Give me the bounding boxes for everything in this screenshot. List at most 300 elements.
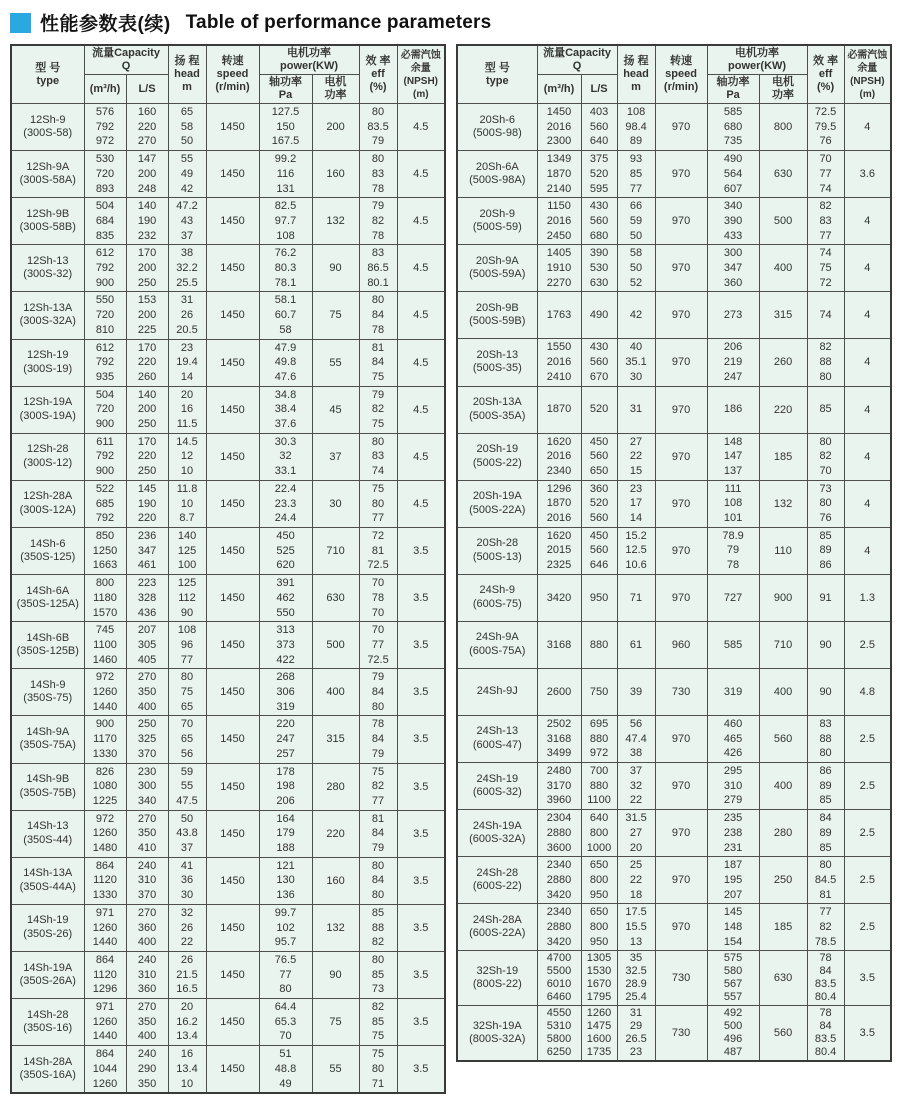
- shaft-power-cell: 164 179 188: [259, 810, 312, 857]
- capacity-ls-cell: 695 880 972: [581, 715, 617, 762]
- capacity-m3h-cell: 1550 2016 2410: [537, 339, 581, 386]
- npsh-cell: 4: [844, 339, 891, 386]
- capacity-m3h-cell: 1450 2016 2300: [537, 104, 581, 151]
- npsh-cell: 3.5: [397, 951, 445, 998]
- head-cell: 59 55 47.5: [168, 763, 206, 810]
- pump-type-name: 14Sh-6B: [26, 631, 70, 644]
- pump-type-code: (600S-22A): [469, 927, 526, 940]
- npsh-cell: 3.5: [844, 951, 891, 1006]
- motor-power-cell: 560: [759, 1006, 807, 1062]
- shaft-power-cell: 111 108 101: [707, 480, 759, 527]
- motor-power-cell: 280: [759, 810, 807, 857]
- col-header-motor-power: 电机 功率: [759, 75, 807, 104]
- capacity-ls-cell: 650 800 950: [581, 904, 617, 951]
- capacity-m3h-cell: 1763: [537, 292, 581, 339]
- capacity-m3h-cell: 612 792 935: [84, 339, 126, 386]
- table-row: [457, 904, 891, 951]
- head-cell: 23 19.4 14: [168, 339, 206, 386]
- shaft-power-cell: 82.5 97.7 108: [259, 198, 312, 245]
- capacity-m3h-cell: 576 792 972: [84, 104, 126, 151]
- efficiency-cell: 70 78 70: [359, 575, 397, 622]
- table-row: [11, 480, 445, 527]
- head-cell: 65 58 50: [168, 104, 206, 151]
- shaft-power-cell: 220 247 257: [259, 716, 312, 763]
- motor-power-cell: 400: [759, 762, 807, 809]
- head-cell: 125 112 90: [168, 575, 206, 622]
- head-cell: 40 35.1 30: [617, 339, 655, 386]
- col-header-speed: 转速 speed (r/min): [206, 45, 259, 104]
- pump-type-code: (350S-75B): [19, 786, 76, 799]
- npsh-cell: 2.5: [844, 810, 891, 857]
- head-cell: 55 49 42: [168, 151, 206, 198]
- speed-cell: 970: [655, 292, 707, 339]
- shaft-power-cell: 460 465 426: [707, 715, 759, 762]
- npsh-cell: 3.5: [844, 1006, 891, 1062]
- col-header-shaft-power: 轴功率 Pa: [259, 75, 312, 104]
- pump-type-code: (350S-125B): [16, 645, 79, 658]
- pump-type-cell: [11, 527, 84, 574]
- shaft-power-cell: 186: [707, 386, 759, 433]
- efficiency-cell: 90: [807, 668, 844, 715]
- pump-type-code: (600S-75A): [469, 644, 526, 657]
- head-cell: 61: [617, 621, 655, 668]
- npsh-cell: 4: [844, 480, 891, 527]
- pump-type-cell: [457, 715, 537, 762]
- head-cell: 39: [617, 668, 655, 715]
- pump-type-name: 12Sh-28A: [23, 490, 73, 503]
- table-row: [11, 1046, 445, 1094]
- pump-type-cell: [11, 151, 84, 198]
- shaft-power-cell: 235 238 231: [707, 810, 759, 857]
- motor-power-cell: 220: [312, 810, 359, 857]
- npsh-cell: 3.5: [397, 669, 445, 716]
- capacity-ls-cell: 430 560 670: [581, 339, 617, 386]
- table-row: [457, 621, 891, 668]
- speed-cell: 1450: [206, 622, 259, 669]
- speed-cell: 960: [655, 621, 707, 668]
- capacity-ls-cell: 390 530 630: [581, 245, 617, 292]
- efficiency-cell: 70 77 72.5: [359, 622, 397, 669]
- speed-cell: 1450: [206, 810, 259, 857]
- npsh-cell: 4.5: [397, 198, 445, 245]
- shaft-power-cell: 187 195 207: [707, 857, 759, 904]
- col-header-type: 型 号 type: [457, 45, 537, 104]
- pump-type-code: (350S-75): [23, 692, 73, 705]
- capacity-ls-cell: 430 560 680: [581, 198, 617, 245]
- table-row: [11, 810, 445, 857]
- pump-type-cell: [457, 433, 537, 480]
- col-header-type: 型 号 type: [11, 45, 84, 104]
- motor-power-cell: 132: [759, 480, 807, 527]
- pump-type-code: (800S-22): [472, 978, 522, 991]
- capacity-ls-cell: 650 800 950: [581, 857, 617, 904]
- pump-type-name: 12Sh-13: [26, 254, 69, 267]
- motor-power-cell: 250: [759, 857, 807, 904]
- npsh-cell: 2.5: [844, 715, 891, 762]
- header-row-1: [457, 45, 891, 75]
- pump-type-cell: [457, 527, 537, 574]
- table-row: [11, 433, 445, 480]
- npsh-cell: 3.5: [397, 763, 445, 810]
- motor-power-cell: 260: [759, 339, 807, 386]
- pump-type-code: (300S-32): [23, 268, 73, 281]
- table-row: [457, 857, 891, 904]
- shaft-power-cell: 22.4 23.3 24.4: [259, 480, 312, 527]
- speed-cell: 1450: [206, 575, 259, 622]
- head-cell: 41 36 30: [168, 857, 206, 904]
- page-title-english: Table of performance parameters: [185, 11, 492, 33]
- capacity-ls-cell: 170 200 250: [126, 245, 168, 292]
- efficiency-cell: 83 88 80: [807, 715, 844, 762]
- head-cell: 20 16.2 13.4: [168, 999, 206, 1046]
- table-row: [457, 668, 891, 715]
- pump-type-name: 32Sh-19: [476, 964, 519, 977]
- page: [0, 9, 900, 1105]
- capacity-ls-cell: 403 560 640: [581, 104, 617, 151]
- pump-type-code: (500S-98): [472, 127, 522, 140]
- performance-table-left: [10, 44, 446, 1094]
- efficiency-cell: 75 80 71: [359, 1046, 397, 1094]
- col-header-power: 电机功率power(KW): [259, 45, 359, 75]
- table-row: [11, 622, 445, 669]
- efficiency-cell: 78 84 83.5 80.4: [807, 951, 844, 1006]
- motor-power-cell: 280: [312, 763, 359, 810]
- pump-type-cell: [11, 386, 84, 433]
- efficiency-cell: 80 83 74: [359, 433, 397, 480]
- pump-type-code: (600S-47): [472, 738, 522, 751]
- shaft-power-cell: 391 462 550: [259, 575, 312, 622]
- pump-type-name: 24Sh-9J: [476, 685, 518, 698]
- head-cell: 42: [617, 292, 655, 339]
- pump-type-name: 24Sh-28: [476, 866, 519, 879]
- motor-power-cell: 75: [312, 999, 359, 1046]
- efficiency-cell: 79 82 78: [359, 198, 397, 245]
- pump-type-cell: [457, 1006, 537, 1062]
- npsh-cell: 4.5: [397, 433, 445, 480]
- speed-cell: 970: [655, 433, 707, 480]
- pump-type-cell: [11, 104, 84, 151]
- shaft-power-cell: 58.1 60.7 58: [259, 292, 312, 339]
- motor-power-cell: 45: [312, 386, 359, 433]
- pump-type-cell: [11, 1046, 84, 1094]
- pump-type-cell: [11, 810, 84, 857]
- motor-power-cell: 500: [312, 622, 359, 669]
- table-row: [11, 386, 445, 433]
- head-cell: 20 16 11.5: [168, 386, 206, 433]
- table-row: [457, 762, 891, 809]
- capacity-ls-cell: 236 347 461: [126, 527, 168, 574]
- pump-type-name: 14Sh-13: [26, 820, 69, 833]
- motor-power-cell: 132: [312, 198, 359, 245]
- table-row: [11, 857, 445, 904]
- pump-type-name: 14Sh-9: [30, 678, 66, 691]
- table-row: [457, 198, 891, 245]
- npsh-cell: 4: [844, 198, 891, 245]
- capacity-ls-cell: 145 190 220: [126, 480, 168, 527]
- capacity-ls-cell: 270 350 400: [126, 999, 168, 1046]
- motor-power-cell: 55: [312, 1046, 359, 1094]
- capacity-ls-cell: 230 300 340: [126, 763, 168, 810]
- pump-type-name: 12Sh-9B: [26, 207, 70, 220]
- speed-cell: 1450: [206, 433, 259, 480]
- motor-power-cell: 185: [759, 904, 807, 951]
- shaft-power-cell: 145 148 154: [707, 904, 759, 951]
- pump-type-code: (500S-98A): [469, 174, 526, 187]
- pump-type-code: (300S-58): [23, 127, 73, 140]
- speed-cell: 1450: [206, 104, 259, 151]
- capacity-m3h-cell: 745 1100 1460: [84, 622, 126, 669]
- npsh-cell: 2.5: [844, 621, 891, 668]
- capacity-m3h-cell: 1296 1870 2016: [537, 480, 581, 527]
- table-row: [457, 339, 891, 386]
- table-row: [457, 104, 891, 151]
- pump-type-code: (350S-44A): [19, 880, 76, 893]
- head-cell: 11.8 10 8.7: [168, 480, 206, 527]
- shaft-power-cell: 34.8 38.4 37.6: [259, 386, 312, 433]
- shaft-power-cell: 178 198 206: [259, 763, 312, 810]
- table-row: [457, 151, 891, 198]
- head-cell: 31.5 27 20: [617, 810, 655, 857]
- capacity-ls-cell: 950: [581, 574, 617, 621]
- shaft-power-cell: 585 680 735: [707, 104, 759, 151]
- pump-type-cell: [457, 621, 537, 668]
- pump-type-name: 24Sh-19A: [472, 819, 522, 832]
- pump-type-code: (500S-59B): [469, 315, 526, 328]
- npsh-cell: 3.5: [397, 904, 445, 951]
- shaft-power-cell: 64.4 65.3 70: [259, 999, 312, 1046]
- pump-type-cell: [11, 339, 84, 386]
- capacity-m3h-cell: 2480 3170 3960: [537, 762, 581, 809]
- table-row: [457, 527, 891, 574]
- pump-type-name: 24Sh-13: [476, 725, 519, 738]
- col-header-efficiency: 效 率 eff (%): [359, 45, 397, 104]
- col-header-capacity: 流量Capacity Q: [84, 45, 168, 75]
- table-row: [457, 245, 891, 292]
- motor-power-cell: 560: [759, 715, 807, 762]
- motor-power-cell: 90: [312, 245, 359, 292]
- table-row: [11, 245, 445, 292]
- npsh-cell: 3.5: [397, 1046, 445, 1094]
- capacity-ls-cell: 1260 1475 1600 1735: [581, 1006, 617, 1062]
- pump-type-name: 20Sh-13A: [472, 396, 522, 409]
- capacity-m3h-cell: 864 1120 1296: [84, 951, 126, 998]
- head-cell: 50 43.8 37: [168, 810, 206, 857]
- capacity-ls-cell: 360 520 560: [581, 480, 617, 527]
- shaft-power-cell: 340 390 433: [707, 198, 759, 245]
- table-row: [11, 669, 445, 716]
- npsh-cell: 4: [844, 527, 891, 574]
- efficiency-cell: 80 84.5 81: [807, 857, 844, 904]
- table-row: [457, 1006, 891, 1062]
- capacity-m3h-cell: 972 1260 1440: [84, 669, 126, 716]
- shaft-power-cell: 727: [707, 574, 759, 621]
- motor-power-cell: 160: [312, 857, 359, 904]
- shaft-power-cell: 273: [707, 292, 759, 339]
- capacity-ls-cell: 270 360 400: [126, 904, 168, 951]
- table-row: [11, 716, 445, 763]
- pump-type-name: 14Sh-19: [26, 914, 69, 927]
- pump-type-name: 20Sh-9B: [475, 301, 519, 314]
- head-cell: 14.5 12 10: [168, 433, 206, 480]
- pump-type-name: 32Sh-19A: [472, 1019, 522, 1032]
- capacity-ls-cell: 375 520 595: [581, 151, 617, 198]
- speed-cell: 1450: [206, 763, 259, 810]
- capacity-m3h-cell: 2502 3168 3499: [537, 715, 581, 762]
- capacity-m3h-cell: 971 1260 1440: [84, 904, 126, 951]
- pump-type-name: 12Sh-9: [30, 113, 66, 126]
- col-header-speed: 转速 speed (r/min): [655, 45, 707, 104]
- efficiency-cell: 80 85 73: [359, 951, 397, 998]
- capacity-m3h-cell: 611 792 900: [84, 433, 126, 480]
- col-header-shaft-power: 轴功率 Pa: [707, 75, 759, 104]
- head-cell: 31: [617, 386, 655, 433]
- speed-cell: 1450: [206, 857, 259, 904]
- capacity-m3h-cell: 550 720 810: [84, 292, 126, 339]
- pump-type-code: (300S-12): [23, 456, 73, 469]
- pump-type-name: 24Sh-28A: [472, 913, 522, 926]
- pump-type-cell: [457, 762, 537, 809]
- pump-type-cell: [11, 763, 84, 810]
- pump-type-code: (300S-58A): [19, 174, 76, 187]
- table-row: [457, 433, 891, 480]
- shaft-power-cell: 51 48.8 49: [259, 1046, 312, 1094]
- motor-power-cell: 400: [759, 245, 807, 292]
- efficiency-cell: 85 89 86: [807, 527, 844, 574]
- capacity-ls-cell: 140 200 250: [126, 386, 168, 433]
- speed-cell: 1450: [206, 480, 259, 527]
- head-cell: 25 22 18: [617, 857, 655, 904]
- motor-power-cell: 710: [312, 527, 359, 574]
- pump-type-cell: [457, 480, 537, 527]
- col-header-m3h: (m³/h): [537, 75, 581, 104]
- motor-power-cell: 315: [759, 292, 807, 339]
- capacity-ls-cell: 160 220 270: [126, 104, 168, 151]
- pump-type-cell: [11, 716, 84, 763]
- shaft-power-cell: 30.3 32 33.1: [259, 433, 312, 480]
- table-row: [11, 904, 445, 951]
- capacity-ls-cell: 240 290 350: [126, 1046, 168, 1094]
- pump-type-code: (300S-12A): [19, 503, 76, 516]
- speed-cell: 1450: [206, 527, 259, 574]
- page-title-chinese: 性能参数表(续): [40, 14, 171, 35]
- pump-type-name: 14Sh-9A: [26, 725, 70, 738]
- capacity-m3h-cell: 1620 2016 2340: [537, 433, 581, 480]
- motor-power-cell: 37: [312, 433, 359, 480]
- table-row: [11, 292, 445, 339]
- performance-table-right: [456, 44, 892, 1062]
- table-row: [11, 527, 445, 574]
- pump-type-name: 14Sh-19A: [23, 961, 73, 974]
- motor-power-cell: 630: [312, 575, 359, 622]
- efficiency-cell: 80 82 70: [807, 433, 844, 480]
- efficiency-cell: 77 82 78.5: [807, 904, 844, 951]
- pump-type-name: 20Sh-28: [476, 537, 519, 550]
- col-header-capacity: 流量Capacity Q: [537, 45, 617, 75]
- pump-type-code: (350S-125): [20, 551, 76, 564]
- head-cell: 140 125 100: [168, 527, 206, 574]
- shaft-power-cell: 47.9 49.8 47.6: [259, 339, 312, 386]
- capacity-ls-cell: 750: [581, 668, 617, 715]
- speed-cell: 730: [655, 951, 707, 1006]
- pump-type-name: 12Sh-19: [26, 349, 69, 362]
- motor-power-cell: 630: [759, 951, 807, 1006]
- pump-type-cell: [457, 386, 537, 433]
- pump-type-name: 14Sh-6: [30, 537, 66, 550]
- pump-type-cell: [11, 198, 84, 245]
- pump-type-cell: [11, 857, 84, 904]
- efficiency-cell: 80 83 78: [359, 151, 397, 198]
- pump-type-name: 12Sh-9A: [26, 160, 70, 173]
- pump-type-name: 14Sh-6A: [26, 584, 70, 597]
- speed-cell: 970: [655, 574, 707, 621]
- shaft-power-cell: 148 147 137: [707, 433, 759, 480]
- capacity-m3h-cell: 1620 2015 2325: [537, 527, 581, 574]
- head-cell: 35 32.5 28.9 25.4: [617, 951, 655, 1006]
- pump-type-code: (300S-19A): [19, 409, 76, 422]
- capacity-m3h-cell: 2340 2880 3420: [537, 857, 581, 904]
- pump-type-name: 24Sh-9: [479, 584, 516, 597]
- table-row: [457, 810, 891, 857]
- capacity-m3h-cell: 864 1044 1260: [84, 1046, 126, 1094]
- motor-power-cell: 132: [312, 904, 359, 951]
- capacity-ls-cell: 250 325 370: [126, 716, 168, 763]
- capacity-ls-cell: 147 200 248: [126, 151, 168, 198]
- pump-type-name: 20Sh-19A: [472, 490, 522, 503]
- capacity-m3h-cell: 4700 5500 6010 6460: [537, 951, 581, 1006]
- pump-type-code: (350S-16A): [19, 1069, 76, 1082]
- pump-type-name: 24Sh-19: [476, 772, 519, 785]
- capacity-m3h-cell: 612 792 900: [84, 245, 126, 292]
- pump-type-code: (800S-32A): [469, 1033, 526, 1046]
- capacity-ls-cell: 270 350 410: [126, 810, 168, 857]
- pump-type-cell: [457, 339, 537, 386]
- efficiency-cell: 82 83 77: [807, 198, 844, 245]
- shaft-power-cell: 99.7 102 95.7: [259, 904, 312, 951]
- motor-power-cell: 220: [759, 386, 807, 433]
- capacity-ls-cell: 170 220 250: [126, 433, 168, 480]
- pump-type-cell: [457, 151, 537, 198]
- title-accent-square-icon: [10, 13, 31, 33]
- col-header-efficiency: 效 率 eff (%): [807, 45, 844, 104]
- col-header-ls: L/S: [581, 75, 617, 104]
- shaft-power-cell: 450 525 620: [259, 527, 312, 574]
- motor-power-cell: 800: [759, 104, 807, 151]
- capacity-ls-cell: 880: [581, 621, 617, 668]
- pump-type-code: (500S-22A): [469, 503, 526, 516]
- head-cell: 31 26 20.5: [168, 292, 206, 339]
- capacity-m3h-cell: 1870: [537, 386, 581, 433]
- pump-type-cell: [11, 622, 84, 669]
- capacity-m3h-cell: 850 1250 1663: [84, 527, 126, 574]
- pump-type-cell: [11, 575, 84, 622]
- npsh-cell: 3.5: [397, 622, 445, 669]
- speed-cell: 970: [655, 245, 707, 292]
- shaft-power-cell: 76.2 80.3 78.1: [259, 245, 312, 292]
- npsh-cell: 2.5: [844, 904, 891, 951]
- shaft-power-cell: 490 564 607: [707, 151, 759, 198]
- head-cell: 23 17 14: [617, 480, 655, 527]
- capacity-ls-cell: 700 880 1100: [581, 762, 617, 809]
- pump-type-cell: [11, 951, 84, 998]
- pump-type-cell: [457, 104, 537, 151]
- speed-cell: 1450: [206, 339, 259, 386]
- pump-type-cell: [11, 480, 84, 527]
- tables-container: [0, 44, 900, 1094]
- table-row: [11, 198, 445, 245]
- col-header-head: 扬 程 head m: [617, 45, 655, 104]
- shaft-power-cell: 575 580 567 557: [707, 951, 759, 1006]
- pump-type-code: (300S-58B): [19, 221, 76, 234]
